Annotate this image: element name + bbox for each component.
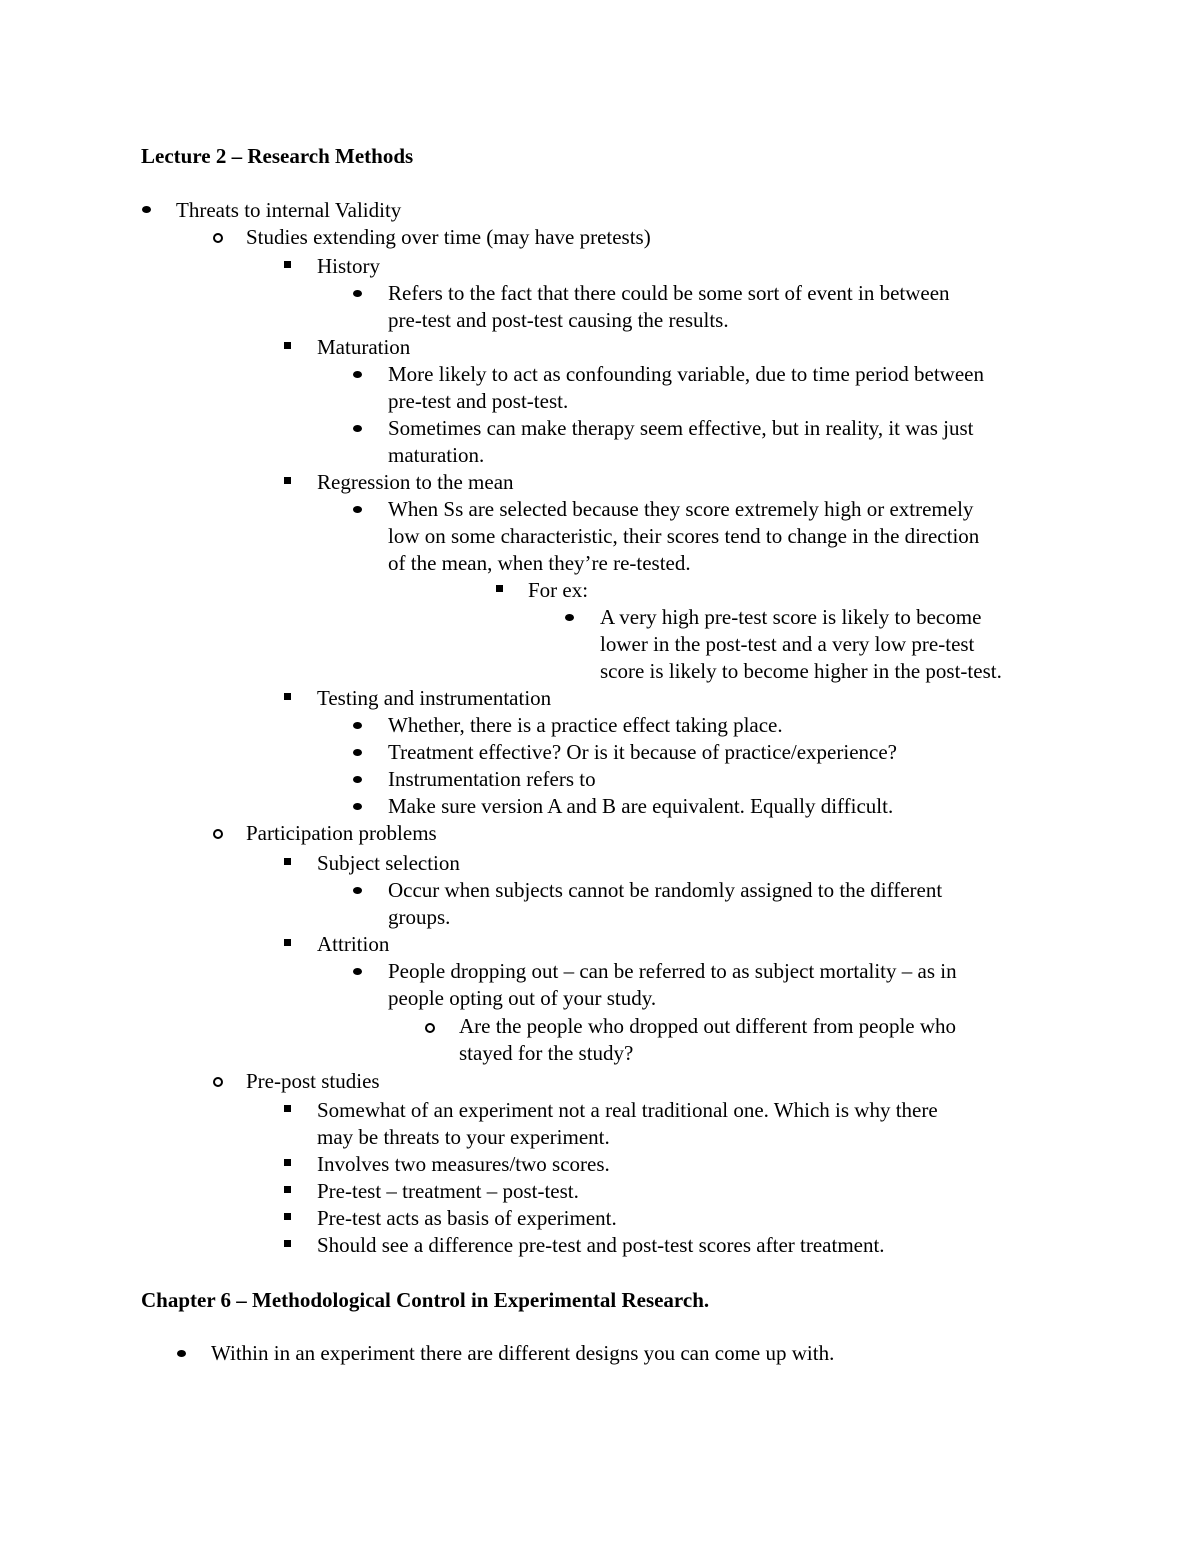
bullet-disc-icon [353,371,362,378]
bullet-disc-icon [353,506,362,513]
pre-post-point-3: Pre-test – treatment – post-test. [317,1179,579,1203]
bullet-disc-icon [353,776,362,783]
testing-note-3: Instrumentation refers to [388,767,596,791]
maturation-note1-line-2: pre-test and post-test. [388,389,569,413]
testing-note-2: Treatment effective? Or is it because of practice/experience? [388,740,897,764]
example-line-3: score is likely to become higher in the post-test. [600,659,1002,683]
outline-item-pre-post: Pre-post studies [246,1069,380,1093]
bullet-square-icon [284,1186,291,1193]
outline-item-maturation: Maturation [317,335,411,359]
bullet-disc-icon [353,968,362,975]
testing-note-1: Whether, there is a practice effect taking place. [388,713,783,737]
bullet-square-icon [284,1105,291,1112]
bullet-square-icon [284,1240,291,1247]
maturation-note2-line-1: Sometimes can make therapy seem effective, but in reality, it was just [388,416,974,440]
bullet-disc-icon [353,803,362,810]
bullet-disc-icon [353,749,362,756]
chapter-point: Within in an experiment there are different designs you can come up with. [211,1341,835,1365]
bullet-square-icon [284,693,291,700]
bullet-disc-icon [565,614,574,621]
attrition-sub-line-2: stayed for the study? [459,1041,634,1065]
outline-item-threats: Threats to internal Validity [176,198,402,222]
outline-item-attrition: Attrition [317,932,390,956]
testing-note-4: Make sure version A and B are equivalent. Equally difficult. [388,794,894,818]
bullet-circle-icon [213,1077,223,1087]
attrition-note-line-2: people opting out of your study. [388,986,657,1010]
regression-note-line-3: of the mean, when they’re re-tested. [388,551,691,575]
bullet-circle-icon [213,829,223,839]
pre-post-point-1-line-2: may be threats to your experiment. [317,1125,610,1149]
bullet-square-icon [284,1159,291,1166]
outline-item-regression: Regression to the mean [317,470,514,494]
maturation-note2-line-2: maturation. [388,443,485,467]
bullet-disc-icon [353,425,362,432]
example-line-2: lower in the post-test and a very low pre-test [600,632,975,656]
subject-selection-note-line-1: Occur when subjects cannot be randomly assigned to the different [388,878,943,902]
outline-item-history: History [317,254,380,278]
regression-note-line-1: When Ss are selected because they score extremely high or extremely [388,497,974,521]
bullet-disc-icon [353,290,362,297]
outline-item-subject-selection: Subject selection [317,851,460,875]
for-example-label: For ex: [528,578,589,602]
bullet-square-icon [284,342,291,349]
chapter-heading: Chapter 6 – Methodological Control in Experimental Research. [141,1288,710,1312]
pre-post-point-5: Should see a difference pre-test and post-test scores after treatment. [317,1233,885,1257]
bullet-disc-icon [353,722,362,729]
outline-item-testing: Testing and instrumentation [317,686,552,710]
bullet-square-icon [284,477,291,484]
history-note-line-2: pre-test and post-test causing the results. [388,308,729,332]
bullet-disc-icon [177,1350,186,1357]
bullet-disc-icon [142,206,151,213]
pre-post-point-1-line-1: Somewhat of an experiment not a real traditional one. Which is why there [317,1098,938,1122]
pre-post-point-2: Involves two measures/two scores. [317,1152,610,1176]
bullet-square-icon [284,939,291,946]
bullet-circle-icon [213,233,223,243]
outline-item-studies-over-time: Studies extending over time (may have pretests) [246,225,651,249]
bullet-square-icon [284,261,291,268]
regression-note-line-2: low on some characteristic, their scores tend to change in the direction [388,524,980,548]
bullet-square-icon [284,1213,291,1220]
bullet-square-icon [284,858,291,865]
example-line-1: A very high pre-test score is likely to become [600,605,982,629]
lecture-heading: Lecture 2 – Research Methods [141,144,414,168]
history-note-line-1: Refers to the fact that there could be some sort of event in between [388,281,950,305]
outline-item-participation: Participation problems [246,821,437,845]
attrition-sub-line-1: Are the people who dropped out different from people who [459,1014,957,1038]
bullet-disc-icon [353,887,362,894]
bullet-circle-icon [425,1023,435,1033]
bullet-square-icon [496,585,503,592]
maturation-note1-line-1: More likely to act as confounding variable, due to time period between [388,362,984,386]
attrition-note-line-1: People dropping out – can be referred to as subject mortality – as in [388,959,957,983]
subject-selection-note-line-2: groups. [388,905,451,929]
pre-post-point-4: Pre-test acts as basis of experiment. [317,1206,617,1230]
